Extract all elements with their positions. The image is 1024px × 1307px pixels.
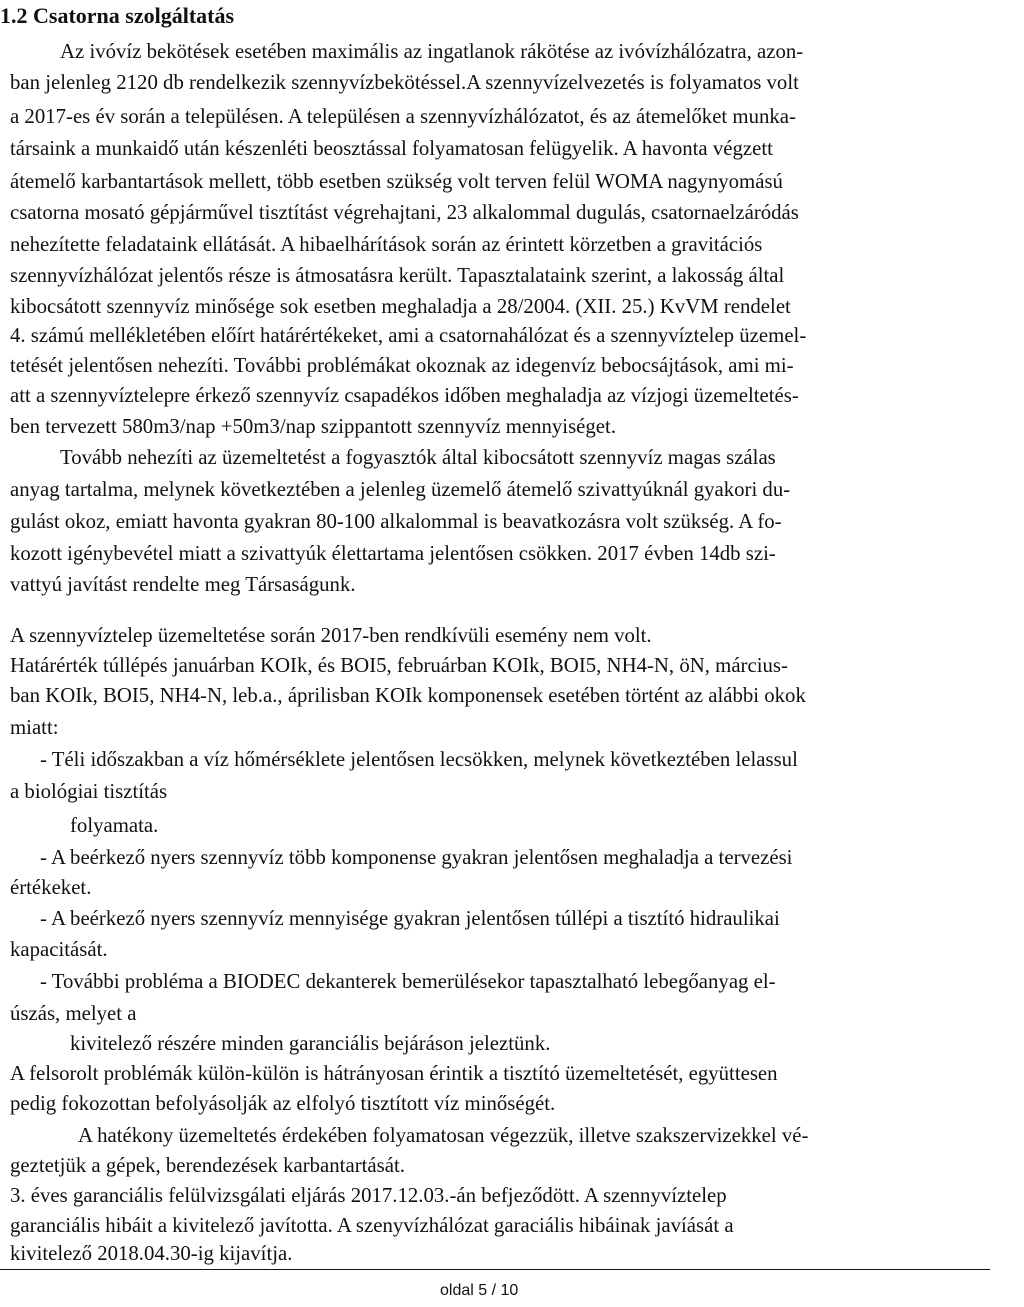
paragraph-line: a 2017-es év során a településen. A településen a szennyvízhálózatot, és az átemelőket munka- [10,105,796,128]
paragraph-line: Az ivóvíz bekötések esetében maximális az ingatlanok rákötése az ivóvízhálózatra, azon- [60,40,804,63]
paragraph-line: ban KOIk, BOI5, NH4-N, leb.a., áprilisban KOIk komponensek esetében történt az alábbi okok [10,684,806,707]
paragraph-line: kozott igénybevétel miatt a szivattyúk élettartama jelentősen csökken. 2017 évben 14db szi- [10,542,776,565]
section-heading: 1.2 Csatorna szolgáltatás [0,3,235,28]
paragraph-line: miatt: [10,716,59,739]
paragraph-line: tetését jelentősen nehezíti. További problémákat okoznak az idegenvíz bebocsájtások, ami mi- [10,354,794,377]
footer-divider [0,1269,990,1270]
list-item-line: a biológiai tisztítás [10,780,168,803]
paragraph-line: szennyvízhálózat jelentős része is átmosatásra került. Tapasztalataink szerint, a lakosság által [10,264,785,287]
paragraph-line: ban jelenleg 2120 db rendelkezik szennyvízbekötéssel.A szennyvízelvezetés is folyamatos volt [10,71,799,94]
list-item-line: értékeket. [10,876,92,899]
paragraph-line: garanciális hibáit a kivitelező javította. A szenyvízhálózat garaciális hibáinak javíását a [10,1214,734,1237]
list-item-line: úszás, melyet a [10,1002,137,1025]
paragraph-line: anyag tartalma, melynek következtében a jelenleg üzemelő átemelő szivattyúknál gyakori du- [10,478,791,501]
list-item-line: - További probléma a BIODEC dekanterek bemerülésekor tapasztalható lebegőanyag el- [40,970,776,993]
paragraph-line: geztetjük a gépek, berendezések karbantartását. [10,1154,405,1177]
paragraph-line: 4. számú mellékletében előírt határértékeket, ami a csatornahálózat és a szennyvíztelep üzemel- [10,324,807,347]
paragraph-line: kivitelező 2018.04.30-ig kijavítja. [10,1242,293,1265]
paragraph-line: 3. éves garanciális felülvizsgálati eljárás 2017.12.03.-án befjeződött. A szennyvíztelep [10,1184,727,1207]
paragraph-line: csatorna mosató gépjárművel tisztítást végrehajtani, 23 alkalommal dugulás, csatornaelzáródás [10,201,799,224]
paragraph-line: gulást okoz, emiatt havonta gyakran 80-100 alkalommal is beavatkozásra volt szükség. A fo- [10,510,782,533]
page-number: oldal 5 / 10 [440,1282,519,1299]
paragraph-line: nehezítette feladataink ellátását. A hibaelhárítások során az érintett körzetben a gravitációs [10,233,763,256]
paragraph-line: társaink a munkaidő után készenléti beosztással folyamatosan felügyelik. A havonta végzett [10,137,773,160]
paragraph-line: pedig fokozottan befolyásolják az elfolyó tisztított víz minőségét. [10,1092,556,1115]
paragraph-line: att a szennyvíztelepre érkező szennyvíz csapadékos időben meghaladja az vízjogi üzemeltetés- [10,384,799,407]
paragraph-line: A szennyvíztelep üzemeltetése során 2017-ben rendkívüli esemény nem volt. [10,624,652,647]
paragraph-line: átemelő karbantartások mellett, több esetben szükség volt terven felül WOMA nagynyomású [10,170,783,193]
list-item-line: folyamata. [70,814,159,837]
paragraph-line: vattyú javítást rendelte meg Társaságunk. [10,573,356,596]
list-item-line: kapacitását. [10,938,108,961]
list-item-line: - Téli időszakban a víz hőmérséklete jelentősen lecsökken, melynek következtében lelassul [40,748,798,771]
paragraph-line: ben tervezett 580m3/nap +50m3/nap szippantott szennyvíz mennyiséget. [10,415,617,438]
list-item-line: - A beérkező nyers szennyvíz több komponense gyakran jelentősen meghaladja a tervezési [40,846,793,869]
paragraph-line: Tovább nehezíti az üzemeltetést a fogyasztók által kibocsátott szennyvíz magas szálas [60,446,776,469]
list-item-line: - A beérkező nyers szennyvíz mennyisége gyakran jelentősen túllépi a tisztító hidraulikai [40,907,780,930]
paragraph-line: A felsorolt problémák külön-külön is hátrányosan érintik a tisztító üzemeltetését, együttesen [10,1062,778,1085]
paragraph-line: A hatékony üzemeltetés érdekében folyamatosan végezzük, illetve szakszervizekkel vé- [78,1124,809,1147]
paragraph-line: Határérték túllépés januárban KOIk, és BOI5, februárban KOIk, BOI5, NH4-N, öN, március- [10,654,788,677]
list-item-line: kivitelező részére minden garanciális bejáráson jeleztünk. [70,1032,551,1055]
paragraph-line: kibocsátott szennyvíz minősége sok esetben meghaladja a 28/2004. (XII. 25.) KvVM rendelet [10,295,791,318]
